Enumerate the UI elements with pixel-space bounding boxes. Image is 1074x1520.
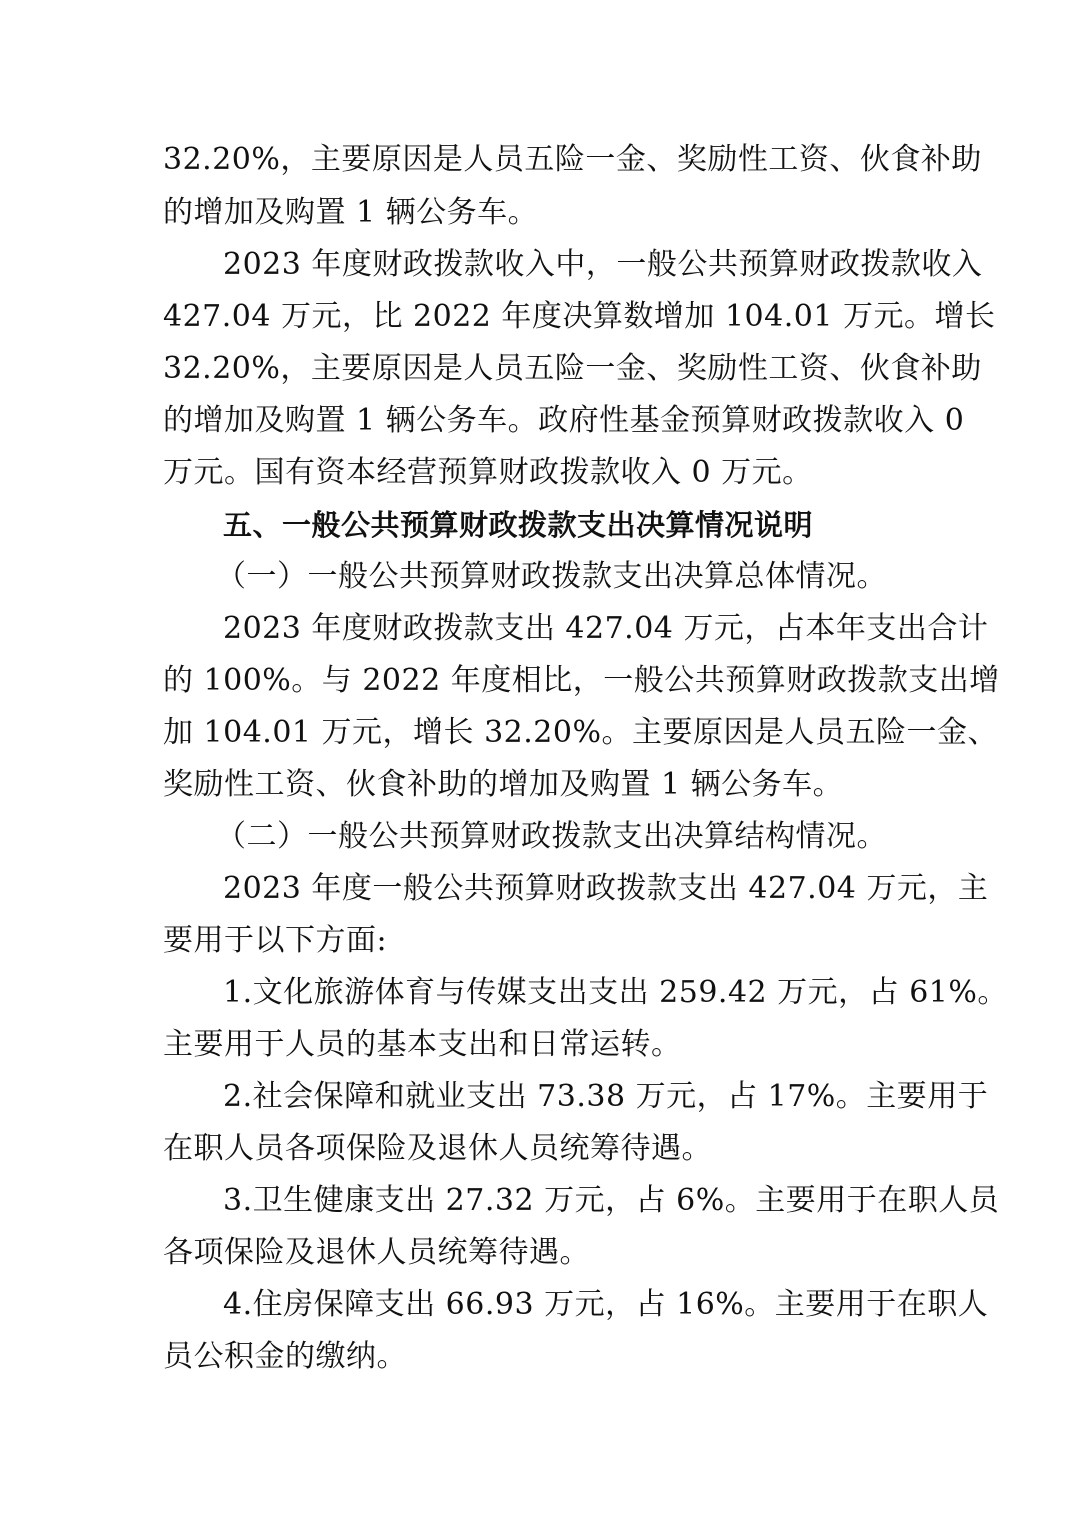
sub-heading: （一）一般公共预算财政拨款支出决算总体情况。: [216, 559, 887, 594]
text-line: 32.20%，主要原因是人员五险一金、奖励性工资、伙食补助: [163, 142, 982, 177]
list-item-text: 在职人员各项保险及退休人员统筹待遇。: [163, 1131, 712, 1166]
text-line: 2023 年度财政拨款收入中，一般公共预算财政拨款收入: [223, 247, 983, 282]
text-line: 万元。国有资本经营预算财政拨款收入 0 万元。: [163, 455, 813, 490]
text-line: 要用于以下方面:: [163, 923, 388, 958]
sub-heading: （二）一般公共预算财政拨款支出决算结构情况。: [216, 819, 887, 854]
text-line: 的增加及购置 1 辆公务车。: [163, 195, 539, 230]
list-item-text: 各项保险及退休人员统筹待遇。: [163, 1235, 590, 1270]
list-item-text: 4.住房保障支出 66.93 万元，占 16%。主要用于在职人: [223, 1287, 989, 1322]
list-item-text: 1.文化旅游体育与传媒支出支出 259.42 万元，占 61%。: [223, 975, 1008, 1010]
text-line: 的增加及购置 1 辆公务车。政府性基金预算财政拨款收入 0: [163, 403, 965, 438]
list-item-text: 3.卫生健康支出 27.32 万元，占 6%。主要用于在职人员: [223, 1183, 1000, 1218]
list-item-text: 2.社会保障和就业支出 73.38 万元，占 17%。主要用于: [223, 1079, 989, 1114]
text-line: 427.04 万元，比 2022 年度决算数增加 104.01 万元。增长: [163, 299, 996, 334]
list-item-text: 员公积金的缴纳。: [163, 1339, 407, 1374]
text-line: 的 100%。与 2022 年度相比，一般公共预算财政拨款支出增: [163, 663, 1000, 698]
text-line: 2023 年度财政拨款支出 427.04 万元，占本年支出合计: [223, 611, 989, 646]
text-line: 奖励性工资、伙食补助的增加及购置 1 辆公务车。: [163, 767, 844, 802]
text-line: 加 104.01 万元，增长 32.20%。主要原因是人员五险一金、: [163, 715, 998, 750]
text-line: 32.20%，主要原因是人员五险一金、奖励性工资、伙食补助: [163, 351, 982, 386]
section-heading: 五、一般公共预算财政拨款支出决算情况说明: [223, 508, 814, 542]
list-item-text: 主要用于人员的基本支出和日常运转。: [163, 1027, 682, 1062]
text-line: 2023 年度一般公共预算财政拨款支出 427.04 万元，主: [223, 871, 989, 906]
